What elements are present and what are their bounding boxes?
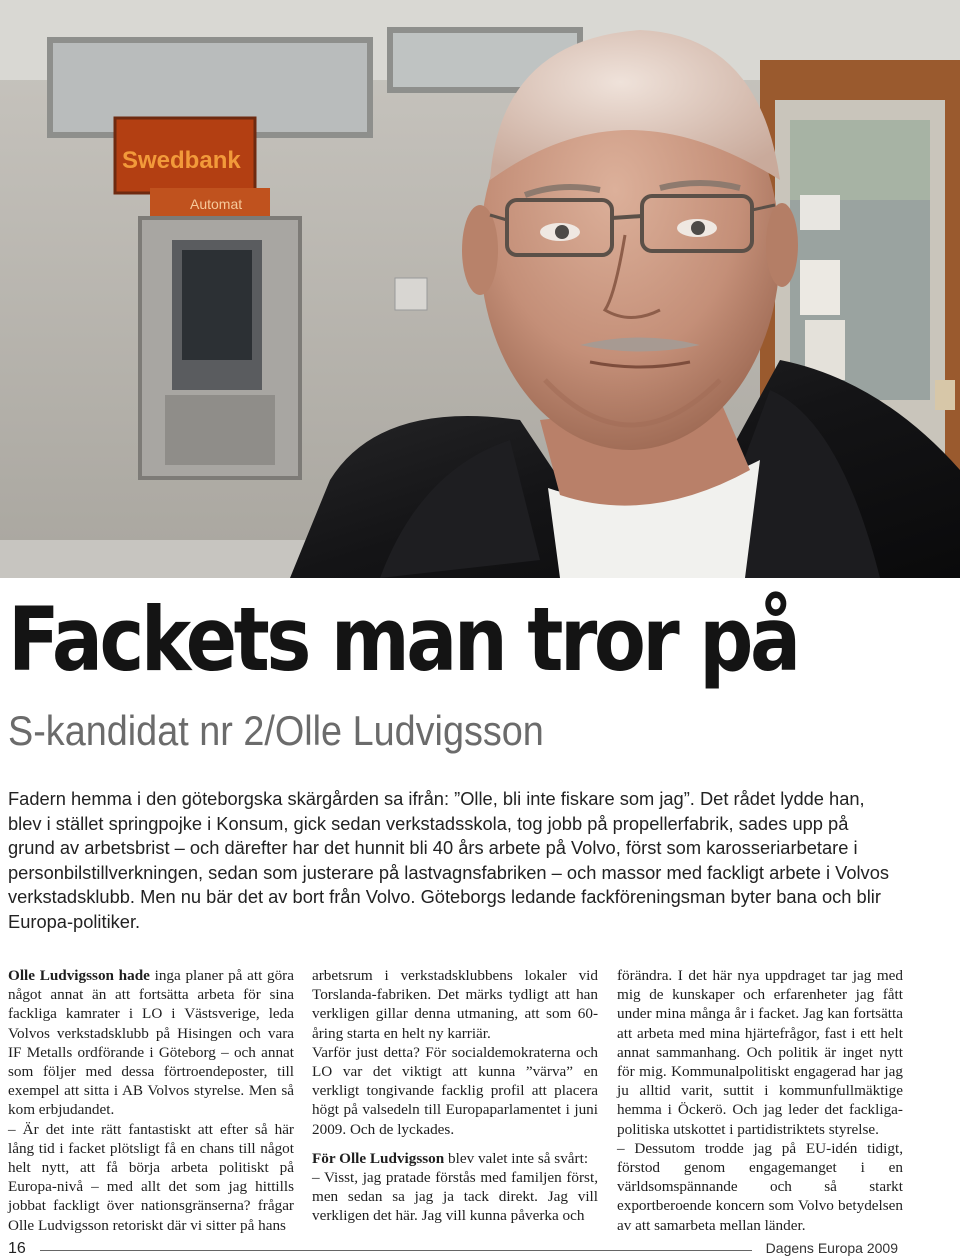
- body-column-3: [617, 966, 903, 1235]
- kicker: S-kandidat nr 2/Olle Ludvigsson: [8, 707, 544, 754]
- portrait-photo: [0, 0, 960, 578]
- bank-sign-text: Swedbank: [122, 147, 241, 174]
- ingress: [8, 787, 893, 935]
- publication-name: Dagens Europa 2009: [765, 1240, 898, 1256]
- headline: Fackets man tror på: [8, 588, 798, 691]
- paragraph: – Dessutom trodde jag på EU-idén tidigt, förstod genom engagemanget i en världsomspännande och så starkt exportberoende koncern som Volvo betydelsen av att samarbeta mellan länder.: [617, 1139, 903, 1234]
- paragraph: – Är det inte rätt fantastiskt att efter så här lång tid i facket plötsligt få en chans till något helt nytt, att få börja arbeta politiskt på Europa-nivå – med allt det som jag hittills jobbat fackligt över nationsgränserna? frågar Olle Ludvigsson retoriskt där vi sitter på hans: [8, 1120, 294, 1234]
- paragraph: Varför just detta? För socialdemokraterna och LO var det viktigt att kunna ”värva” en verkligt tongivande facklig profil att placera högt på valsedeln till Europaparlamentet i juni 2009. Och de lyckades.: [312, 1043, 598, 1138]
- ingress-text: Fadern hemma i den göteborgska skärgården sa ifrån: ”Olle, bli inte fiskare som jag”. Det rådet lydde han, blev i stället springpojke i Konsum, gick sedan verkstadsskola, tog jobb på propellerfabrik, sades upp på grund av arbetsbrist – och därefter har det hunnit bli 40 års arbete på Volvo, först som karosseriarbetare i personbilstillverkningen, sedan som justerare på lastvagnsfabriken – och massor med fackligt arbete i Volvos verkstadsklubb. Men nu bär det av bort från Volvo. Göteborgs ledande fackföreningsman byter bana och blir Europa-politiker.: [8, 788, 889, 932]
- body-column-2: [312, 966, 598, 1226]
- footer-rule: [40, 1250, 752, 1251]
- page-number: 16: [8, 1240, 26, 1257]
- paragraph: blev valet inte så svårt:: [444, 1149, 589, 1167]
- body-column-1: [8, 966, 294, 1235]
- paragraph: arbetsrum i verkstadsklubbens lokaler vid Torslanda-fabriken. Det märks tydligt att han verkligen gillar denna utmaning, att som 60-åring starta en helt ny karriär.: [312, 967, 598, 1042]
- paragraph: – Visst, jag pratade förstås med familjen först, men sedan sa jag ja tack direkt. Jag vill verkligen det här. Jag vill kunna påverka och: [312, 1169, 598, 1225]
- paragraph: inga planer på att göra något annat än att fortsätta arbeta för sina fackliga kamrater i LO i Västsverige, leda Volvos verkstadsklubb på Hisingen och vara IF Metalls ordförande i Göteborg – och annat som följer med dessa förtroendeposter, till exempel att sitta i AB Volvos styrelse. Men så kom erbjudandet.: [8, 967, 294, 1119]
- lead-in: För Olle Ludvigsson: [312, 1149, 445, 1167]
- atm-sign-text: Automat: [190, 196, 243, 212]
- paragraph: förändra. I det här nya uppdraget tar jag med mig de kunskaper och erfarenheter jag fått under mina många år i facket. Jag kan fortsätta att arbeta med mina hjärtefrågor, fast i ett helt annat sammanhang. Och politik är inget nytt för mig. Kommunalpolitiskt engagerad har jag ju alltid varit, suttit i kommunfullmäktige hemma i Öckerö. Och jag leder det fackliga-politiska utskottet i partidistriktets styrelse.: [617, 967, 903, 1138]
- lead-in: Olle Ludvigsson hade: [8, 967, 150, 984]
